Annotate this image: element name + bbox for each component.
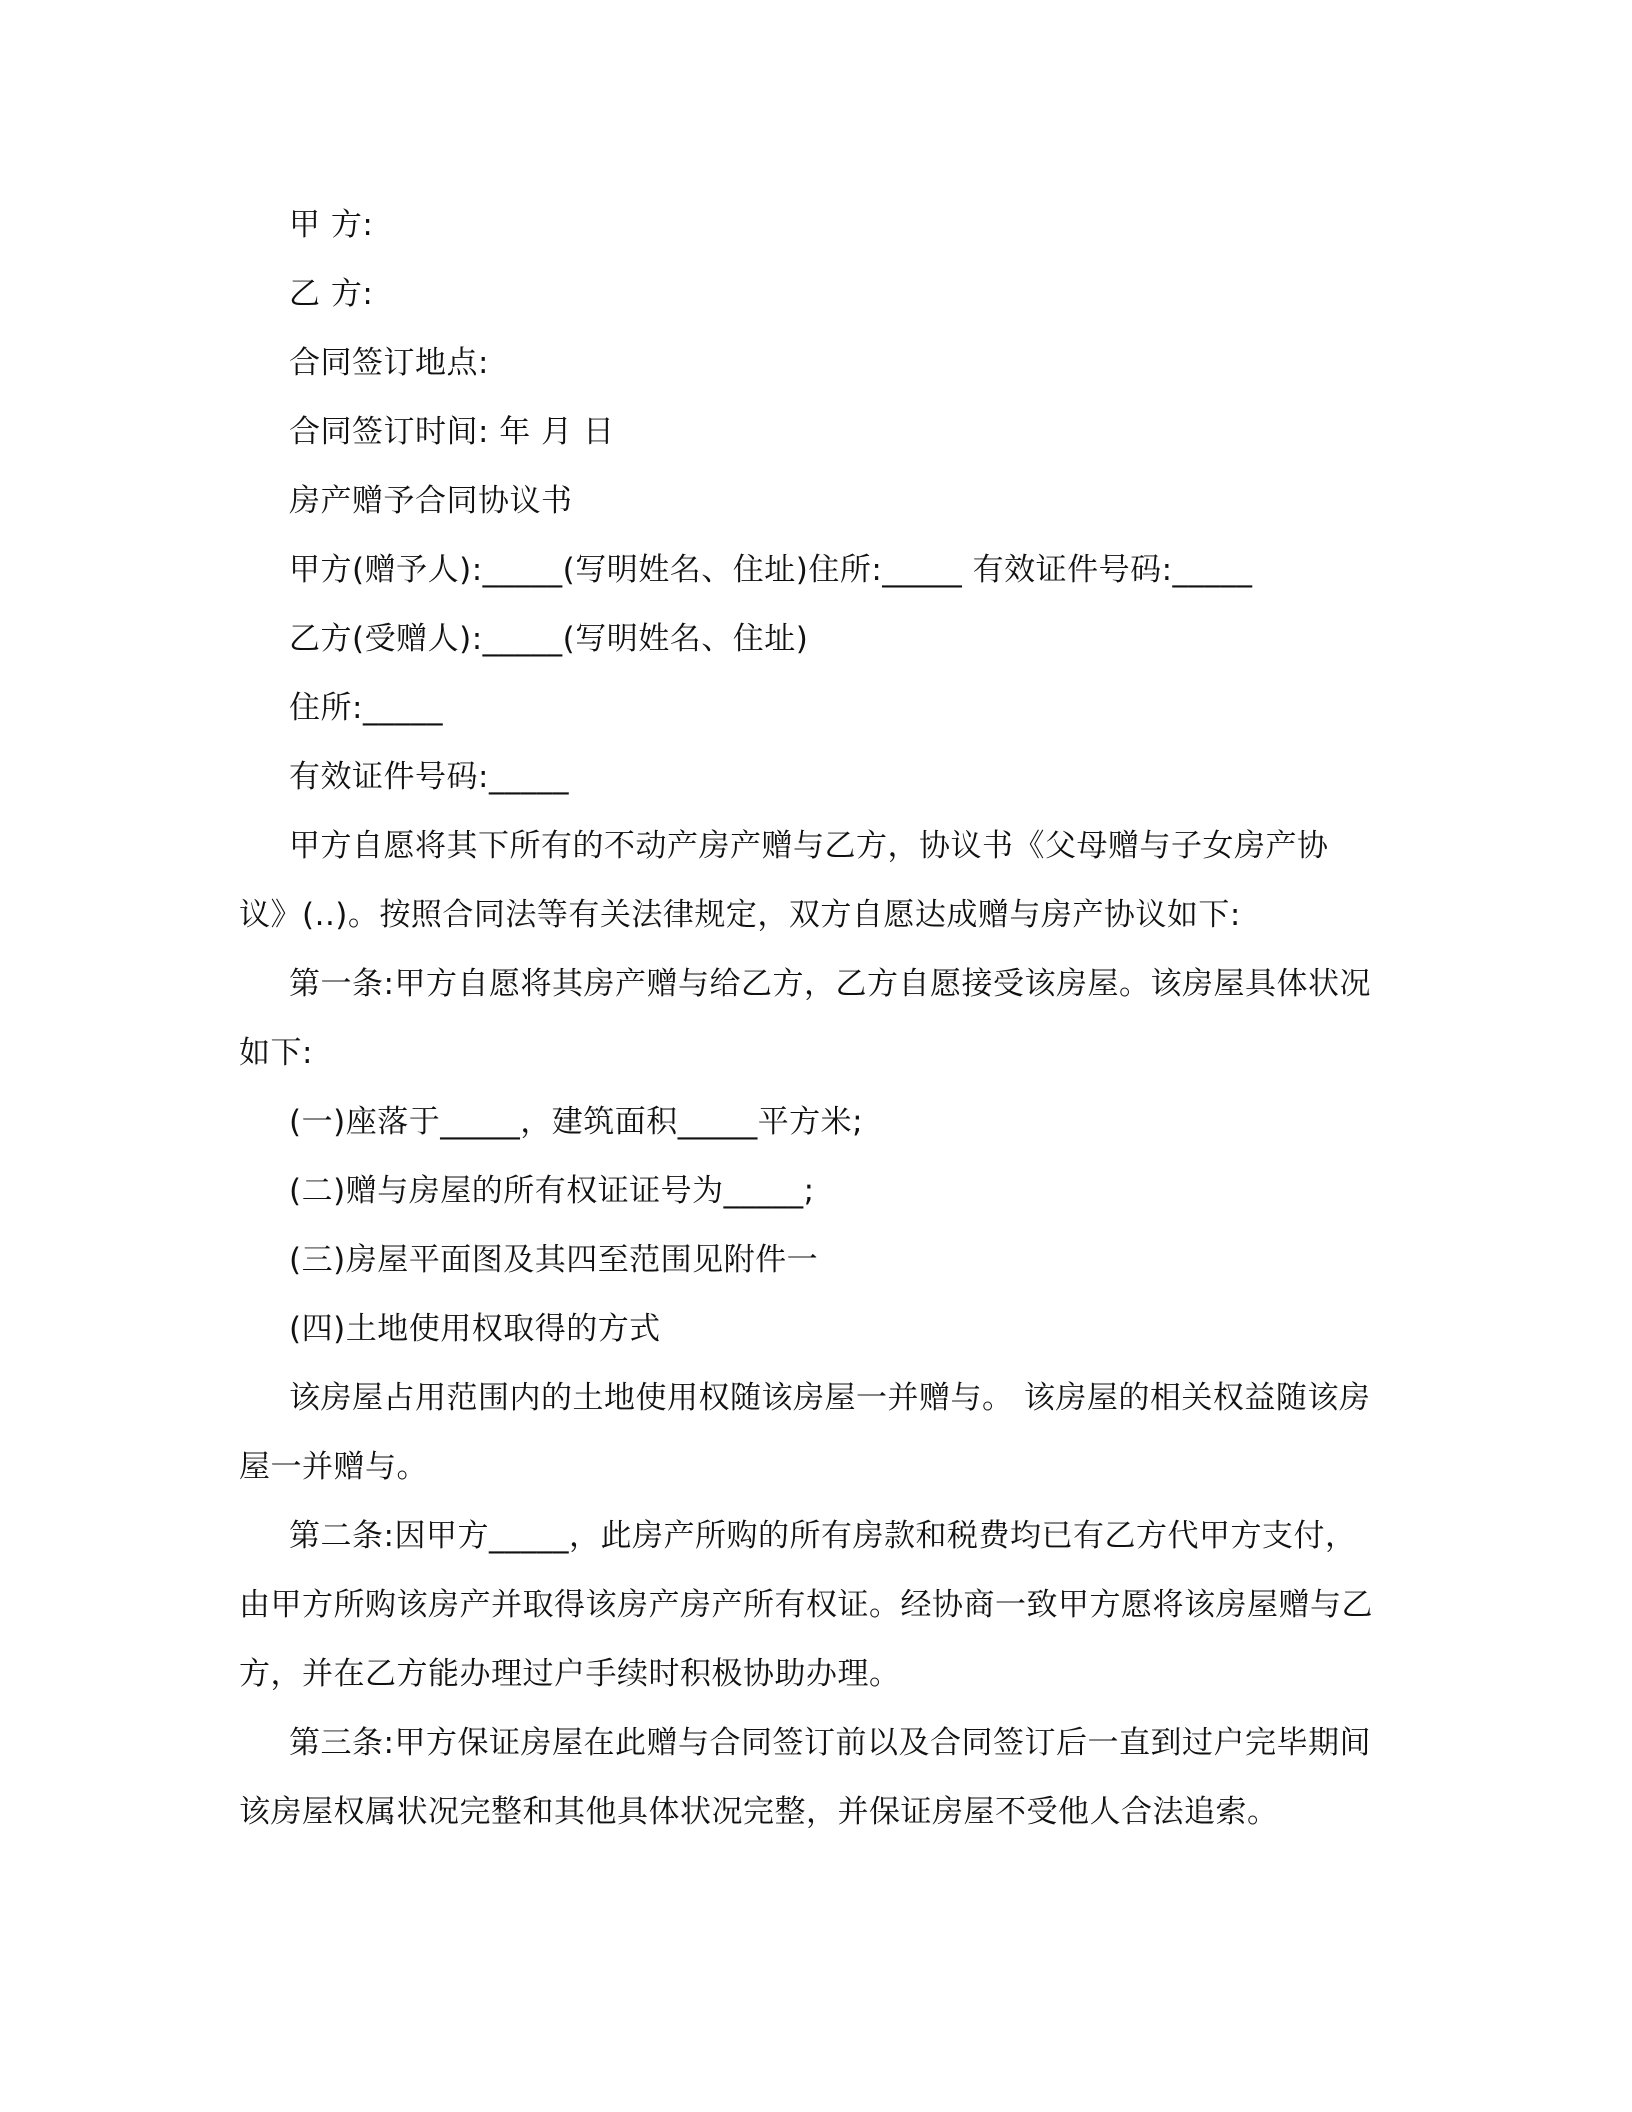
article-2-line: 第二条:因甲方_____，此房产所购的所有房款和税费均已有乙方代甲方支付， [289,1518,1357,1554]
donee-address-line: 住所:_____ [289,690,443,726]
signing-place-label: 合同签订地点: [289,345,489,381]
article-1-item-4: (四)土地使用权取得的方式 [289,1311,661,1347]
document-title: 房产赠予合同协议书 [289,483,573,519]
article-2-line: 方，并在乙方能办理过户手续时积极协助办理。 [239,1656,901,1692]
article-1-item-3: (三)房屋平面图及其四至范围见附件一 [289,1242,819,1278]
donee-info-line: 乙方(受赠人):_____(写明姓名、住址) [289,621,809,657]
article-1-line: 如下: [239,1035,313,1071]
article-1-item-1: (一)座落于_____，建筑面积_____平方米; [289,1104,864,1140]
donee-id-line: 有效证件号码:_____ [289,759,569,795]
article-3-line: 该房屋权属状况完整和其他具体状况完整，并保证房屋不受他人合法追索。 [239,1794,1279,1830]
article-1-line: 第一条:甲方自愿将其房产赠与给乙方，乙方自愿接受该房屋。该房屋具体状况 [289,966,1371,1002]
article-2-line: 由甲方所购该房产并取得该房产房产所有权证。经协商一致甲方愿将该房屋赠与乙 [239,1587,1373,1623]
party-a-label: 甲 方: [289,207,374,243]
donor-info-line: 甲方(赠予人):_____(写明姓名、住址)住所:_____ 有效证件号码:_____ [289,552,1253,588]
party-b-label: 乙 方: [289,276,374,312]
intro-paragraph-line: 议》(..)。按照合同法等有关法律规定，双方自愿达成赠与房产协议如下: [239,897,1241,933]
land-use-paragraph: 该房屋占用范围内的土地使用权随该房屋一并赠与。 该房屋的相关权益随该房 [289,1380,1371,1416]
intro-paragraph-line: 甲方自愿将其下所有的不动产房产赠与乙方，协议书《父母赠与子女房产协 [289,828,1329,864]
article-1-item-2: (二)赠与房屋的所有权证证号为_____; [289,1173,815,1209]
signing-date-label: 合同签订时间: 年 月 日 [289,414,615,450]
article-3-line: 第三条:甲方保证房屋在此赠与合同签订前以及合同签订后一直到过户完毕期间 [289,1725,1371,1761]
land-use-paragraph: 屋一并赠与。 [239,1449,428,1485]
